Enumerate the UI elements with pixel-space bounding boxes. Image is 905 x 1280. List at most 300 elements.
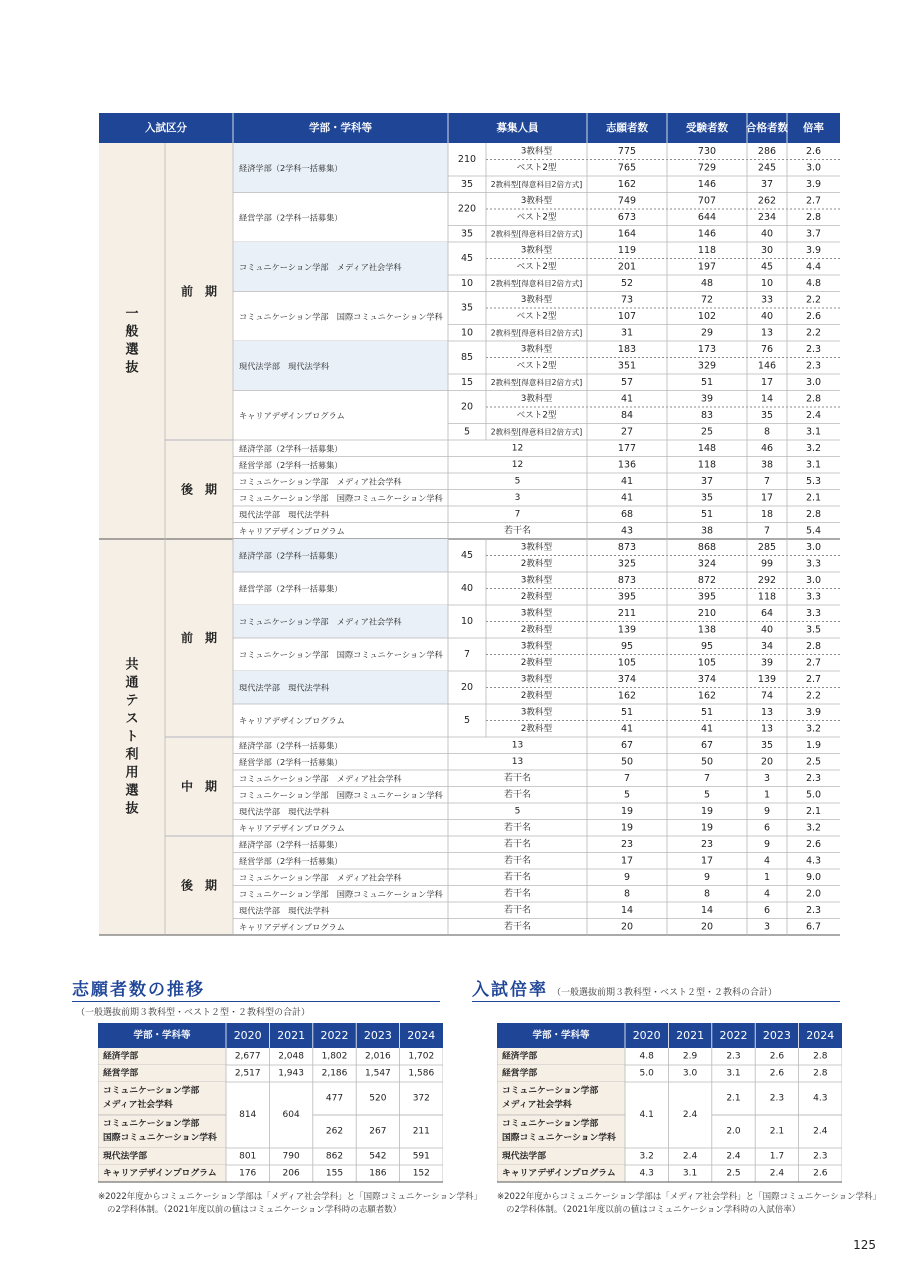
stat-value: 50 — [700, 756, 714, 768]
stat-value: 6 — [763, 904, 771, 916]
department-name: 経済学部（2学科一括募集） — [239, 550, 343, 561]
ratio-trend-title: 入試倍率 — [472, 980, 548, 1000]
exam-type: 3教科型 — [520, 195, 553, 206]
stat-value: 13 — [760, 723, 774, 735]
stat-value: 3.0 — [805, 541, 822, 553]
exam-type: 3教科型 — [520, 344, 553, 355]
stat-value: 25 — [700, 426, 714, 438]
trend-value: 3.1 — [726, 1068, 741, 1079]
stat-value: 2.7 — [805, 673, 822, 685]
trend-row-label: 国際コミュニケーション学科 — [103, 1133, 217, 1143]
quota-value: 5 — [514, 806, 521, 817]
stat-value: 2.2 — [805, 294, 822, 306]
trend-column-header: 2023 — [762, 1029, 791, 1042]
stat-value: 2.3 — [805, 772, 822, 784]
stat-value: 7 — [763, 475, 771, 487]
stat-value: 3.2 — [805, 822, 822, 834]
stat-value: 4 — [763, 888, 771, 900]
trend-merged-value: 2.4 — [682, 1110, 698, 1120]
trend-value: 4.3 — [639, 1168, 654, 1179]
trend-value: 155 — [325, 1168, 344, 1179]
department-name: コミュニケーション学部 国際コミュニケーション学科 — [239, 888, 443, 899]
stat-value: 873 — [617, 541, 637, 553]
stat-value: 23 — [620, 838, 634, 850]
department-name: コミュニケーション学部 国際コミュニケーション学科 — [239, 492, 443, 503]
trend-value: 2.6 — [769, 1051, 785, 1062]
page-number: 125 — [853, 1238, 876, 1252]
stat-value: 211 — [617, 607, 637, 619]
stat-value: 2.1 — [805, 805, 822, 817]
trend-value: 2.8 — [813, 1051, 828, 1062]
trend-value: 801 — [239, 1151, 257, 1162]
stat-value: 23 — [700, 838, 714, 850]
trend-row-label: 現代法学部 — [502, 1151, 546, 1162]
stat-value: 50 — [620, 756, 634, 768]
stat-value: 729 — [697, 162, 717, 174]
period-label: 中 期 — [180, 779, 218, 794]
stat-value: 67 — [700, 739, 714, 751]
stat-value: 146 — [697, 178, 717, 190]
stat-value: 76 — [760, 343, 774, 355]
stat-value: 2.2 — [805, 690, 822, 702]
quota-value: 12 — [511, 459, 524, 470]
stat-value: 2.5 — [805, 756, 822, 768]
stat-value: 8 — [623, 888, 631, 900]
exam-type: 3教科型 — [520, 674, 553, 685]
department-name: コミュニケーション学部 国際コミュニケーション学科 — [239, 311, 443, 322]
stat-value: 35 — [760, 739, 774, 751]
quota-value: 20 — [460, 682, 474, 693]
stat-value: 2.8 — [805, 640, 822, 652]
stat-value: 18 — [760, 508, 774, 520]
stat-value: 4.3 — [805, 855, 822, 867]
stat-value: 7 — [703, 772, 711, 784]
stat-value: 395 — [697, 591, 717, 603]
stat-value: 39 — [700, 393, 714, 405]
trend-value: 267 — [369, 1126, 387, 1137]
trend-row-label: 国際コミュニケーション学科 — [502, 1133, 616, 1143]
exam-type: 2教科型[得意科目2倍方式] — [490, 377, 583, 387]
stat-value: 95 — [620, 640, 634, 652]
stat-value: 197 — [697, 261, 717, 273]
exam-type: ベスト2型 — [516, 162, 557, 173]
stat-value: 183 — [617, 343, 637, 355]
quota-value: 10 — [460, 616, 474, 627]
note-line: の2学科体制。（2021年度以前の値はコミュニケーション学科時の入試倍率） — [506, 1205, 801, 1215]
trend-row-label: コミュニケーション学部 — [502, 1086, 599, 1096]
stat-value: 210 — [697, 607, 717, 619]
stat-value: 2.6 — [805, 145, 822, 157]
trend-value: 1,547 — [365, 1068, 391, 1079]
trend-merged-value: 4.1 — [639, 1110, 654, 1120]
stat-value: 201 — [617, 261, 637, 273]
exam-type: 2教科型[得意科目2倍方式] — [490, 328, 583, 338]
quota-value: 35 — [460, 302, 474, 314]
note-line: の2学科体制。（2021年度以前の値はコミュニケーション学科時の志願者数） — [107, 1205, 402, 1215]
stat-value: 17 — [700, 855, 714, 867]
stat-value: 1 — [763, 789, 771, 801]
stat-value: 286 — [757, 145, 777, 157]
stat-value: 9 — [763, 805, 771, 817]
trend-row-label: コミュニケーション学部 — [502, 1119, 599, 1129]
stat-value: 14 — [620, 904, 634, 916]
stat-value: 51 — [620, 706, 634, 718]
stat-value: 17 — [760, 492, 774, 504]
quota-value: 5 — [463, 715, 471, 726]
stat-value: 2.6 — [805, 310, 822, 322]
stat-value: 2.2 — [805, 327, 822, 339]
column-header: 受験者数 — [686, 122, 728, 134]
exam-type: 3教科型 — [520, 542, 553, 553]
exam-type: 2教科型[得意科目2倍方式] — [490, 427, 583, 437]
stat-value: 5.3 — [805, 475, 822, 487]
department-name: キャリアデザインプログラム — [239, 822, 345, 833]
stat-value: 148 — [697, 442, 717, 454]
stat-value: 40 — [760, 228, 774, 240]
stat-value: 3.3 — [805, 591, 822, 603]
column-header: 入試区分 — [145, 122, 187, 134]
trend-value: 520 — [369, 1093, 387, 1104]
trend-row-label: 経営学部 — [502, 1068, 538, 1079]
stat-value: 118 — [697, 459, 717, 471]
trend-value: 2,517 — [234, 1068, 261, 1079]
section-label-char: 抜 — [125, 801, 139, 817]
stat-value: 730 — [697, 145, 717, 157]
stat-value: 3.7 — [805, 228, 822, 240]
period-label: 前 期 — [180, 284, 218, 299]
quota-value: 若干名 — [503, 773, 532, 784]
applicants-trend-title: 志願者数の推移 — [72, 980, 205, 1000]
stat-value: 2.4 — [805, 409, 822, 421]
exam-type: 2教科型 — [520, 591, 553, 602]
trend-column-header: 2022 — [320, 1029, 349, 1042]
stat-value: 173 — [697, 343, 717, 355]
trend-row-label: コミュニケーション学部 — [103, 1086, 200, 1096]
trend-value: 372 — [412, 1093, 430, 1104]
trend-value: 5.0 — [639, 1068, 654, 1079]
stat-value: 68 — [620, 508, 634, 520]
stat-value: 51 — [700, 508, 714, 520]
trend-row-label: メディア社会学科 — [103, 1100, 173, 1110]
stat-value: 5.0 — [805, 789, 822, 801]
trend-column-header: 学部・学科等 — [532, 1030, 590, 1041]
trend-value: 211 — [412, 1126, 430, 1137]
quota-value: 5 — [463, 426, 471, 438]
trend-value: 186 — [369, 1168, 387, 1179]
trend-column-header: 2020 — [233, 1029, 262, 1042]
trend-value: 2.3 — [726, 1051, 741, 1062]
stat-value: 6 — [763, 822, 771, 834]
quota-value: 10 — [460, 327, 474, 339]
stat-value: 1 — [763, 871, 771, 883]
stat-value: 41 — [620, 492, 634, 504]
exam-type: 2教科型 — [520, 624, 553, 635]
quota-value: 40 — [460, 583, 474, 594]
trend-value: 1,586 — [408, 1068, 435, 1079]
trend-value: 2.3 — [813, 1151, 828, 1162]
stat-value: 6.7 — [805, 921, 822, 933]
ratio-trend-subtitle: （一般選抜前期３教科型・ベスト２型・２教科の合計） — [552, 988, 778, 998]
stat-value: 105 — [617, 657, 637, 669]
trend-column-header: 2023 — [363, 1029, 392, 1042]
stat-value: 3.0 — [805, 574, 822, 586]
trend-value: 2,016 — [365, 1051, 391, 1062]
section-label-char: 利 — [125, 747, 139, 763]
trend-value: 176 — [239, 1168, 257, 1179]
trend-merged-value: 604 — [282, 1110, 300, 1120]
quota-value: 20 — [460, 401, 474, 413]
stat-value: 4.4 — [805, 261, 822, 273]
trend-value: 2.0 — [726, 1126, 741, 1137]
stat-value: 99 — [760, 558, 774, 570]
exam-type: 2教科型 — [520, 690, 553, 701]
trend-row-label: 経済学部 — [502, 1051, 538, 1062]
trend-value: 2.5 — [726, 1168, 741, 1179]
stat-value: 10 — [760, 277, 774, 289]
trend-value: 4.3 — [813, 1093, 828, 1104]
exam-type: 2教科型[得意科目2倍方式] — [490, 278, 583, 288]
quota-value: 45 — [460, 550, 474, 561]
trend-column-header: 2022 — [719, 1029, 748, 1042]
stat-value: 2.8 — [805, 211, 822, 223]
stat-value: 14 — [760, 393, 774, 405]
stat-value: 162 — [697, 690, 717, 702]
trend-value: 591 — [412, 1151, 430, 1162]
stat-value: 873 — [617, 574, 637, 586]
stat-value: 20 — [620, 921, 634, 933]
stat-value: 13 — [760, 706, 774, 718]
exam-type: 3教科型 — [520, 707, 553, 718]
stat-value: 2.7 — [805, 195, 822, 207]
stat-value: 146 — [757, 360, 777, 372]
trend-value: 2.9 — [682, 1051, 698, 1062]
stat-value: 329 — [697, 360, 717, 372]
stat-value: 35 — [760, 409, 774, 421]
column-header: 倍率 — [803, 122, 824, 134]
trend-value: 2,186 — [321, 1068, 348, 1079]
quota-value: 13 — [511, 756, 524, 767]
stat-value: 5 — [623, 789, 631, 801]
section-label-char: 通 — [125, 675, 139, 691]
stat-value: 707 — [697, 195, 717, 207]
trend-row-label: コミュニケーション学部 — [103, 1119, 200, 1129]
trend-value: 3.1 — [682, 1168, 698, 1179]
stat-value: 868 — [697, 541, 717, 553]
stat-value: 118 — [697, 244, 717, 256]
trend-column-header: 学部・学科等 — [133, 1030, 191, 1041]
section-label-char: 用 — [125, 765, 139, 781]
department-name: 経営学部（2学科一括募集） — [239, 212, 343, 223]
stat-value: 84 — [620, 409, 634, 421]
stat-value: 3.3 — [805, 558, 822, 570]
department-name: 経済学部（2学科一括募集） — [239, 162, 343, 173]
trend-row-label: 現代法学部 — [103, 1151, 147, 1162]
applicants-trend-subtitle: （一般選抜前期３教科型・ベスト２型・２教科型の合計） — [76, 1008, 311, 1018]
period-label: 後 期 — [180, 878, 218, 893]
trend-value: 2.6 — [813, 1168, 828, 1179]
department-name: 現代法学部 現代法学科 — [239, 806, 330, 817]
stat-value: 14 — [700, 904, 714, 916]
section-label-char: 選 — [125, 783, 139, 799]
department-name: コミュニケーション学部 メディア社会学科 — [239, 476, 402, 487]
department-name: キャリアデザインプログラム — [239, 525, 345, 536]
stat-value: 19 — [620, 822, 634, 834]
stat-value: 749 — [617, 195, 637, 207]
trend-row-label: キャリアデザインプログラム — [103, 1168, 217, 1179]
exam-type: ベスト2型 — [516, 212, 557, 223]
trend-value: 1,702 — [408, 1051, 435, 1062]
stat-value: 146 — [697, 228, 717, 240]
stat-value: 105 — [697, 657, 717, 669]
stat-value: 162 — [617, 690, 637, 702]
stat-value: 3.9 — [805, 244, 822, 256]
stat-value: 775 — [617, 145, 637, 157]
exam-type: 3教科型 — [520, 608, 553, 619]
stat-value: 8 — [763, 426, 771, 438]
stat-value: 3.9 — [805, 178, 822, 190]
stat-value: 245 — [757, 162, 777, 174]
trend-column-header: 2021 — [277, 1029, 306, 1042]
stat-value: 162 — [617, 178, 637, 190]
stat-value: 673 — [617, 211, 637, 223]
stat-value: 2.8 — [805, 393, 822, 405]
quota-value: 若干名 — [503, 872, 532, 883]
trend-value: 262 — [325, 1126, 344, 1137]
exam-type: 2教科型 — [520, 657, 553, 668]
quota-value: 12 — [511, 443, 524, 454]
stat-value: 2.0 — [805, 888, 822, 900]
stat-value: 1.9 — [805, 739, 822, 751]
trend-row-label: 経済学部 — [103, 1051, 139, 1062]
stat-value: 164 — [617, 228, 637, 240]
stat-value: 9 — [623, 871, 631, 883]
exam-type: 2教科型[得意科目2倍方式] — [490, 229, 583, 239]
stat-value: 351 — [617, 360, 637, 372]
stat-value: 19 — [620, 805, 634, 817]
stat-value: 872 — [697, 574, 717, 586]
stat-value: 20 — [700, 921, 714, 933]
quota-value: 85 — [460, 352, 474, 363]
trend-value: 477 — [325, 1093, 344, 1104]
stat-value: 177 — [617, 442, 637, 454]
table-header-bar — [99, 113, 840, 143]
stat-value: 17 — [620, 855, 634, 867]
stat-value: 74 — [760, 690, 774, 702]
quota-value: 若干名 — [503, 855, 532, 866]
stat-value: 45 — [760, 261, 774, 273]
quota-value: 若干名 — [503, 789, 532, 800]
department-name: 経済学部（2学科一括募集） — [239, 839, 343, 850]
trend-value: 2.1 — [726, 1093, 741, 1104]
stat-value: 30 — [760, 244, 774, 256]
section-label-char: 般 — [125, 324, 139, 340]
quota-value: 45 — [460, 253, 474, 264]
department-name: キャリアデザインプログラム — [239, 715, 345, 726]
trend-row-label: キャリアデザインプログラム — [502, 1168, 616, 1179]
trend-row-label: メディア社会学科 — [502, 1100, 572, 1110]
stat-value: 38 — [700, 525, 714, 537]
department-name: 経営学部（2学科一括募集） — [239, 756, 343, 767]
stat-value: 2.6 — [805, 838, 822, 850]
stat-value: 51 — [700, 376, 714, 388]
applicants-trend-title-bar — [72, 975, 440, 1018]
applicants-trend-notes — [98, 1191, 482, 1217]
stat-value: 7 — [763, 525, 771, 537]
stat-value: 3.0 — [805, 162, 822, 174]
department-name: キャリアデザインプログラム — [239, 921, 345, 932]
quota-value: 若干名 — [503, 525, 532, 536]
stat-value: 38 — [760, 459, 774, 471]
stat-value: 4 — [763, 855, 771, 867]
stat-value: 2.1 — [805, 492, 822, 504]
trend-value: 790 — [282, 1151, 300, 1162]
stat-value: 52 — [620, 277, 634, 289]
quota-value: 5 — [514, 476, 521, 487]
trend-value: 2.4 — [682, 1151, 698, 1162]
stat-value: 3.5 — [805, 624, 822, 636]
trend-column-header: 2024 — [806, 1029, 835, 1042]
exam-type: 2教科型 — [520, 723, 553, 734]
stat-value: 83 — [700, 409, 714, 421]
stat-value: 57 — [620, 376, 634, 388]
stat-value: 138 — [697, 624, 717, 636]
exam-type: ベスト2型 — [516, 410, 557, 421]
stat-value: 325 — [617, 558, 637, 570]
stat-value: 119 — [617, 244, 637, 256]
stat-value: 3.2 — [805, 723, 822, 735]
department-name: 経済学部（2学科一括募集） — [239, 740, 343, 751]
stat-value: 19 — [700, 805, 714, 817]
stat-value: 2.7 — [805, 657, 822, 669]
quota-value: 若干名 — [503, 839, 532, 850]
department-name: 経済学部（2学科一括募集） — [239, 443, 343, 454]
department-name: コミュニケーション学部 メディア社会学科 — [239, 261, 402, 272]
exam-type: 3教科型 — [520, 575, 553, 586]
stat-value: 2.3 — [805, 360, 822, 372]
stat-value: 95 — [700, 640, 714, 652]
trend-value: 2,048 — [278, 1051, 304, 1062]
stat-value: 3.3 — [805, 607, 822, 619]
ratio-trend-title-bar — [472, 975, 840, 1002]
department-name: コミュニケーション学部 国際コミュニケーション学科 — [239, 649, 443, 660]
stat-value: 8 — [703, 888, 711, 900]
stat-value: 3.0 — [805, 376, 822, 388]
stat-value: 40 — [760, 310, 774, 322]
stat-value: 292 — [757, 574, 777, 586]
trend-value: 152 — [412, 1168, 430, 1179]
stat-value: 2.3 — [805, 904, 822, 916]
stat-value: 765 — [617, 162, 637, 174]
stat-value: 17 — [760, 376, 774, 388]
exam-type: 3教科型 — [520, 146, 553, 157]
ratio-trend-table — [497, 1023, 842, 1193]
department-name: 経営学部（2学科一括募集） — [239, 855, 343, 866]
note-line: ※2022年度からコミュニケーション学部は「メディア社会学科」と「国際コミュニケーション学科」 — [497, 1192, 882, 1202]
stat-value: 64 — [760, 607, 774, 619]
trend-value: 2.4 — [769, 1168, 785, 1179]
stat-value: 3.2 — [805, 442, 822, 454]
stat-value: 41 — [620, 723, 634, 735]
stat-value: 48 — [700, 277, 714, 289]
section-label-char: テ — [125, 693, 139, 709]
department-name: 現代法学部 現代法学科 — [239, 509, 330, 520]
stat-value: 2.8 — [805, 508, 822, 520]
stat-value: 41 — [620, 475, 634, 487]
trend-value: 2.1 — [769, 1126, 785, 1137]
quota-value: 3 — [514, 492, 521, 503]
stat-value: 102 — [697, 310, 717, 322]
quota-value: 210 — [457, 154, 477, 165]
